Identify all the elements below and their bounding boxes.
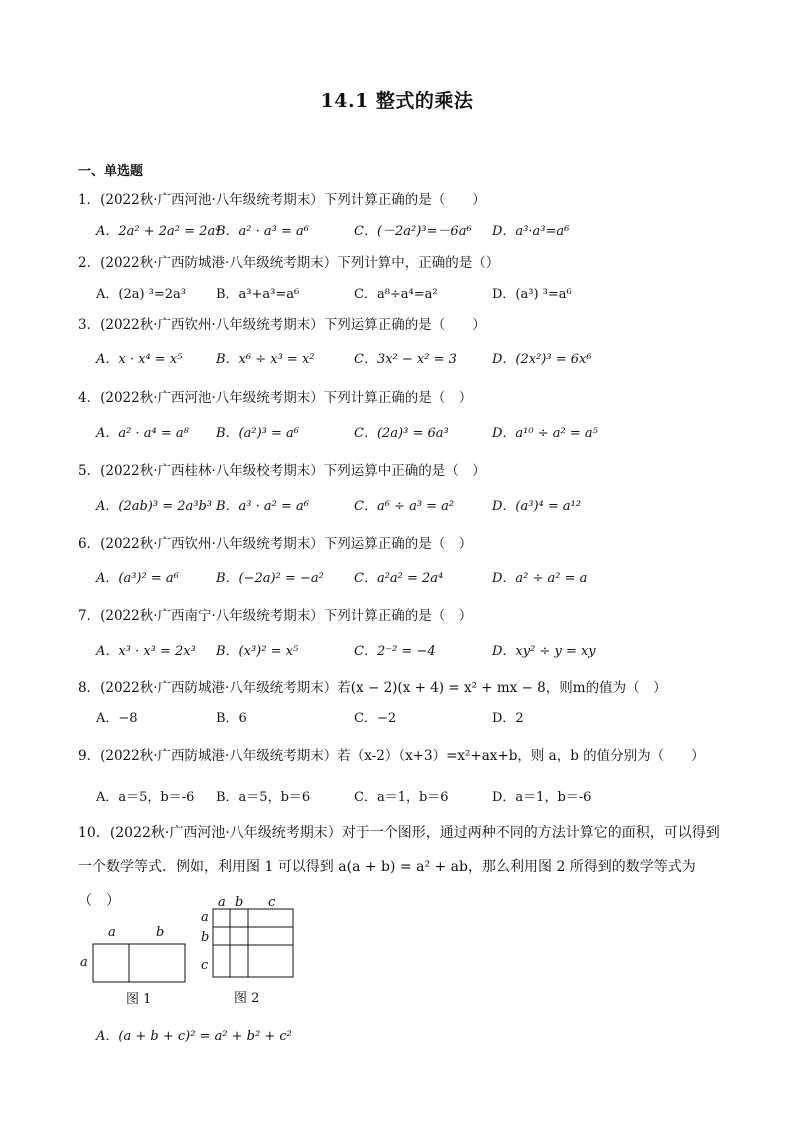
option-b: B．(x³)² = x⁵ <box>216 644 299 659</box>
option-a: A．2a² + 2a² = 2a⁴ <box>96 224 221 239</box>
option-b: B．a² · a³ = a⁶ <box>216 224 309 239</box>
option-d: D．(a³) ³=a⁶ <box>492 287 572 302</box>
question-stem: 6．(2022秋·广西钦州·八年级统考期末）下列运算正确的是（ ） <box>78 536 473 552</box>
question-stem: 7．(2022秋·广西南宁·八年级统考期末）下列计算正确的是（ ） <box>78 608 473 624</box>
option-a: A．−8 <box>96 711 138 726</box>
figure-1-top-label-b: b <box>156 925 165 940</box>
figure-2-top-label-b: b <box>235 895 244 910</box>
option-d: D．(2x²)³ = 6x⁶ <box>492 352 592 367</box>
question-stem: 3．(2022秋·广西钦州·八年级统考期末）下列运算正确的是（ ） <box>78 317 486 333</box>
option-a: A．(2ab)³ = 2a³b³ <box>96 499 213 514</box>
option-b: B．x⁶ ÷ x³ = x² <box>216 352 315 367</box>
question-stem: 8．(2022秋·广西防城港·八年级统考期末）若(x − 2)(x + 4) = x² + mx − 8，则m的值为（ ） <box>78 680 667 696</box>
question-10 <box>78 816 728 918</box>
option-d: D．(a³)⁴ = a¹² <box>492 499 582 514</box>
question-stem: 2．(2022秋·广西防城港·八年级统考期末）下列计算中，正确的是（） <box>78 255 500 271</box>
question-stem: 1．(2022秋·广西河池·八年级统考期末）下列计算正确的是（ ） <box>78 192 486 208</box>
figure-2-top-label-a: a <box>218 895 226 910</box>
option-b: B．a³+a³=a⁶ <box>216 287 300 302</box>
figure-1 <box>78 925 198 1005</box>
figure-2-grid <box>210 908 310 980</box>
page-title: 14.1 整式的乘法 <box>320 90 474 112</box>
option-c: C．2⁻² = −4 <box>354 644 436 659</box>
option-d: D．a² ÷ a² = a <box>492 571 588 586</box>
option-c: C．−2 <box>354 711 397 726</box>
option-c: C．(2a)³ = 6a³ <box>354 426 449 441</box>
option-b: B．(a²)³ = a⁶ <box>216 426 299 441</box>
option-c: C．a⁶ ÷ a³ = a² <box>354 499 455 514</box>
figure-2-side-label-a: a <box>201 910 209 925</box>
figure-1-top-label-a: a <box>108 925 116 940</box>
option-c: C．a＝1，b＝6 <box>354 790 449 805</box>
option-c: C．a⁸÷a⁴=a² <box>354 287 438 302</box>
option-c: C．3x² − x² = 3 <box>354 352 457 367</box>
figure-2-caption: 图 2 <box>234 991 260 1006</box>
option-a: A．(a³)² = a⁶ <box>96 571 179 586</box>
option-b: B．6 <box>216 711 247 726</box>
question-stem: 4．(2022秋·广西河池·八年级统考期末）下列计算正确的是（ ） <box>78 390 473 406</box>
question-stem: 9．(2022秋·广西防城港·八年级统考期末）若（x-2）（x+3）=x²+ax+b，则 a，b 的值分别为（ ） <box>78 748 705 764</box>
option-a: A．x³ · x³ = 2x³ <box>96 644 196 659</box>
option-b: B．a＝5，b＝6 <box>216 790 311 805</box>
option-d: D．a＝1，b＝-6 <box>492 790 592 805</box>
figure-2-side-label-c: c <box>201 958 209 973</box>
figure-2-side-label-b: b <box>201 930 210 945</box>
option-b: B．a³ · a² = a⁶ <box>216 499 309 514</box>
option-c: C．a²a² = 2a⁴ <box>354 571 444 586</box>
figure-2 <box>198 895 308 1010</box>
option-d: D．2 <box>492 711 524 726</box>
option-d: D．a³·a³=a⁶ <box>492 224 570 239</box>
option-a: A．(2a) ³=2a³ <box>96 287 187 302</box>
option-c: C．(－2a²)³=－6a⁶ <box>354 224 472 239</box>
option-a: A．x · x⁴ = x⁵ <box>96 352 183 367</box>
question-10-option-a: A．(a + b + c)² = a² + b² + c² <box>96 1029 292 1044</box>
option-b: B．(−2a)² = −a² <box>216 571 324 586</box>
section-heading: 一、单选题 <box>78 164 144 179</box>
option-d: D．xy² ÷ y = xy <box>492 644 596 659</box>
figure-2-top-label-c: c <box>268 895 276 910</box>
option-d: D．a¹⁰ ÷ a² = a⁵ <box>492 426 598 441</box>
option-a: A．a² · a⁴ = a⁸ <box>96 426 189 441</box>
figure-1-caption: 图 1 <box>126 992 152 1007</box>
question-10-line1: 10．(2022秋·广西河池·八年级统考期末）对于一个图形，通过两种不同的方法计算它的面积，可以得到 <box>78 825 720 841</box>
question-stem: 5．(2022秋·广西桂林·八年级校考期末）下列运算中正确的是（ ） <box>78 463 486 479</box>
figure-1-side-label-a: a <box>80 955 88 970</box>
question-10-line2: 一个数学等式．例如，利用图 1 可以得到 a(a + b) = a² + ab，那么利用图 2 所得到的数学等式为（ ） <box>78 859 696 909</box>
option-a: A．a＝5，b＝-6 <box>96 790 195 805</box>
